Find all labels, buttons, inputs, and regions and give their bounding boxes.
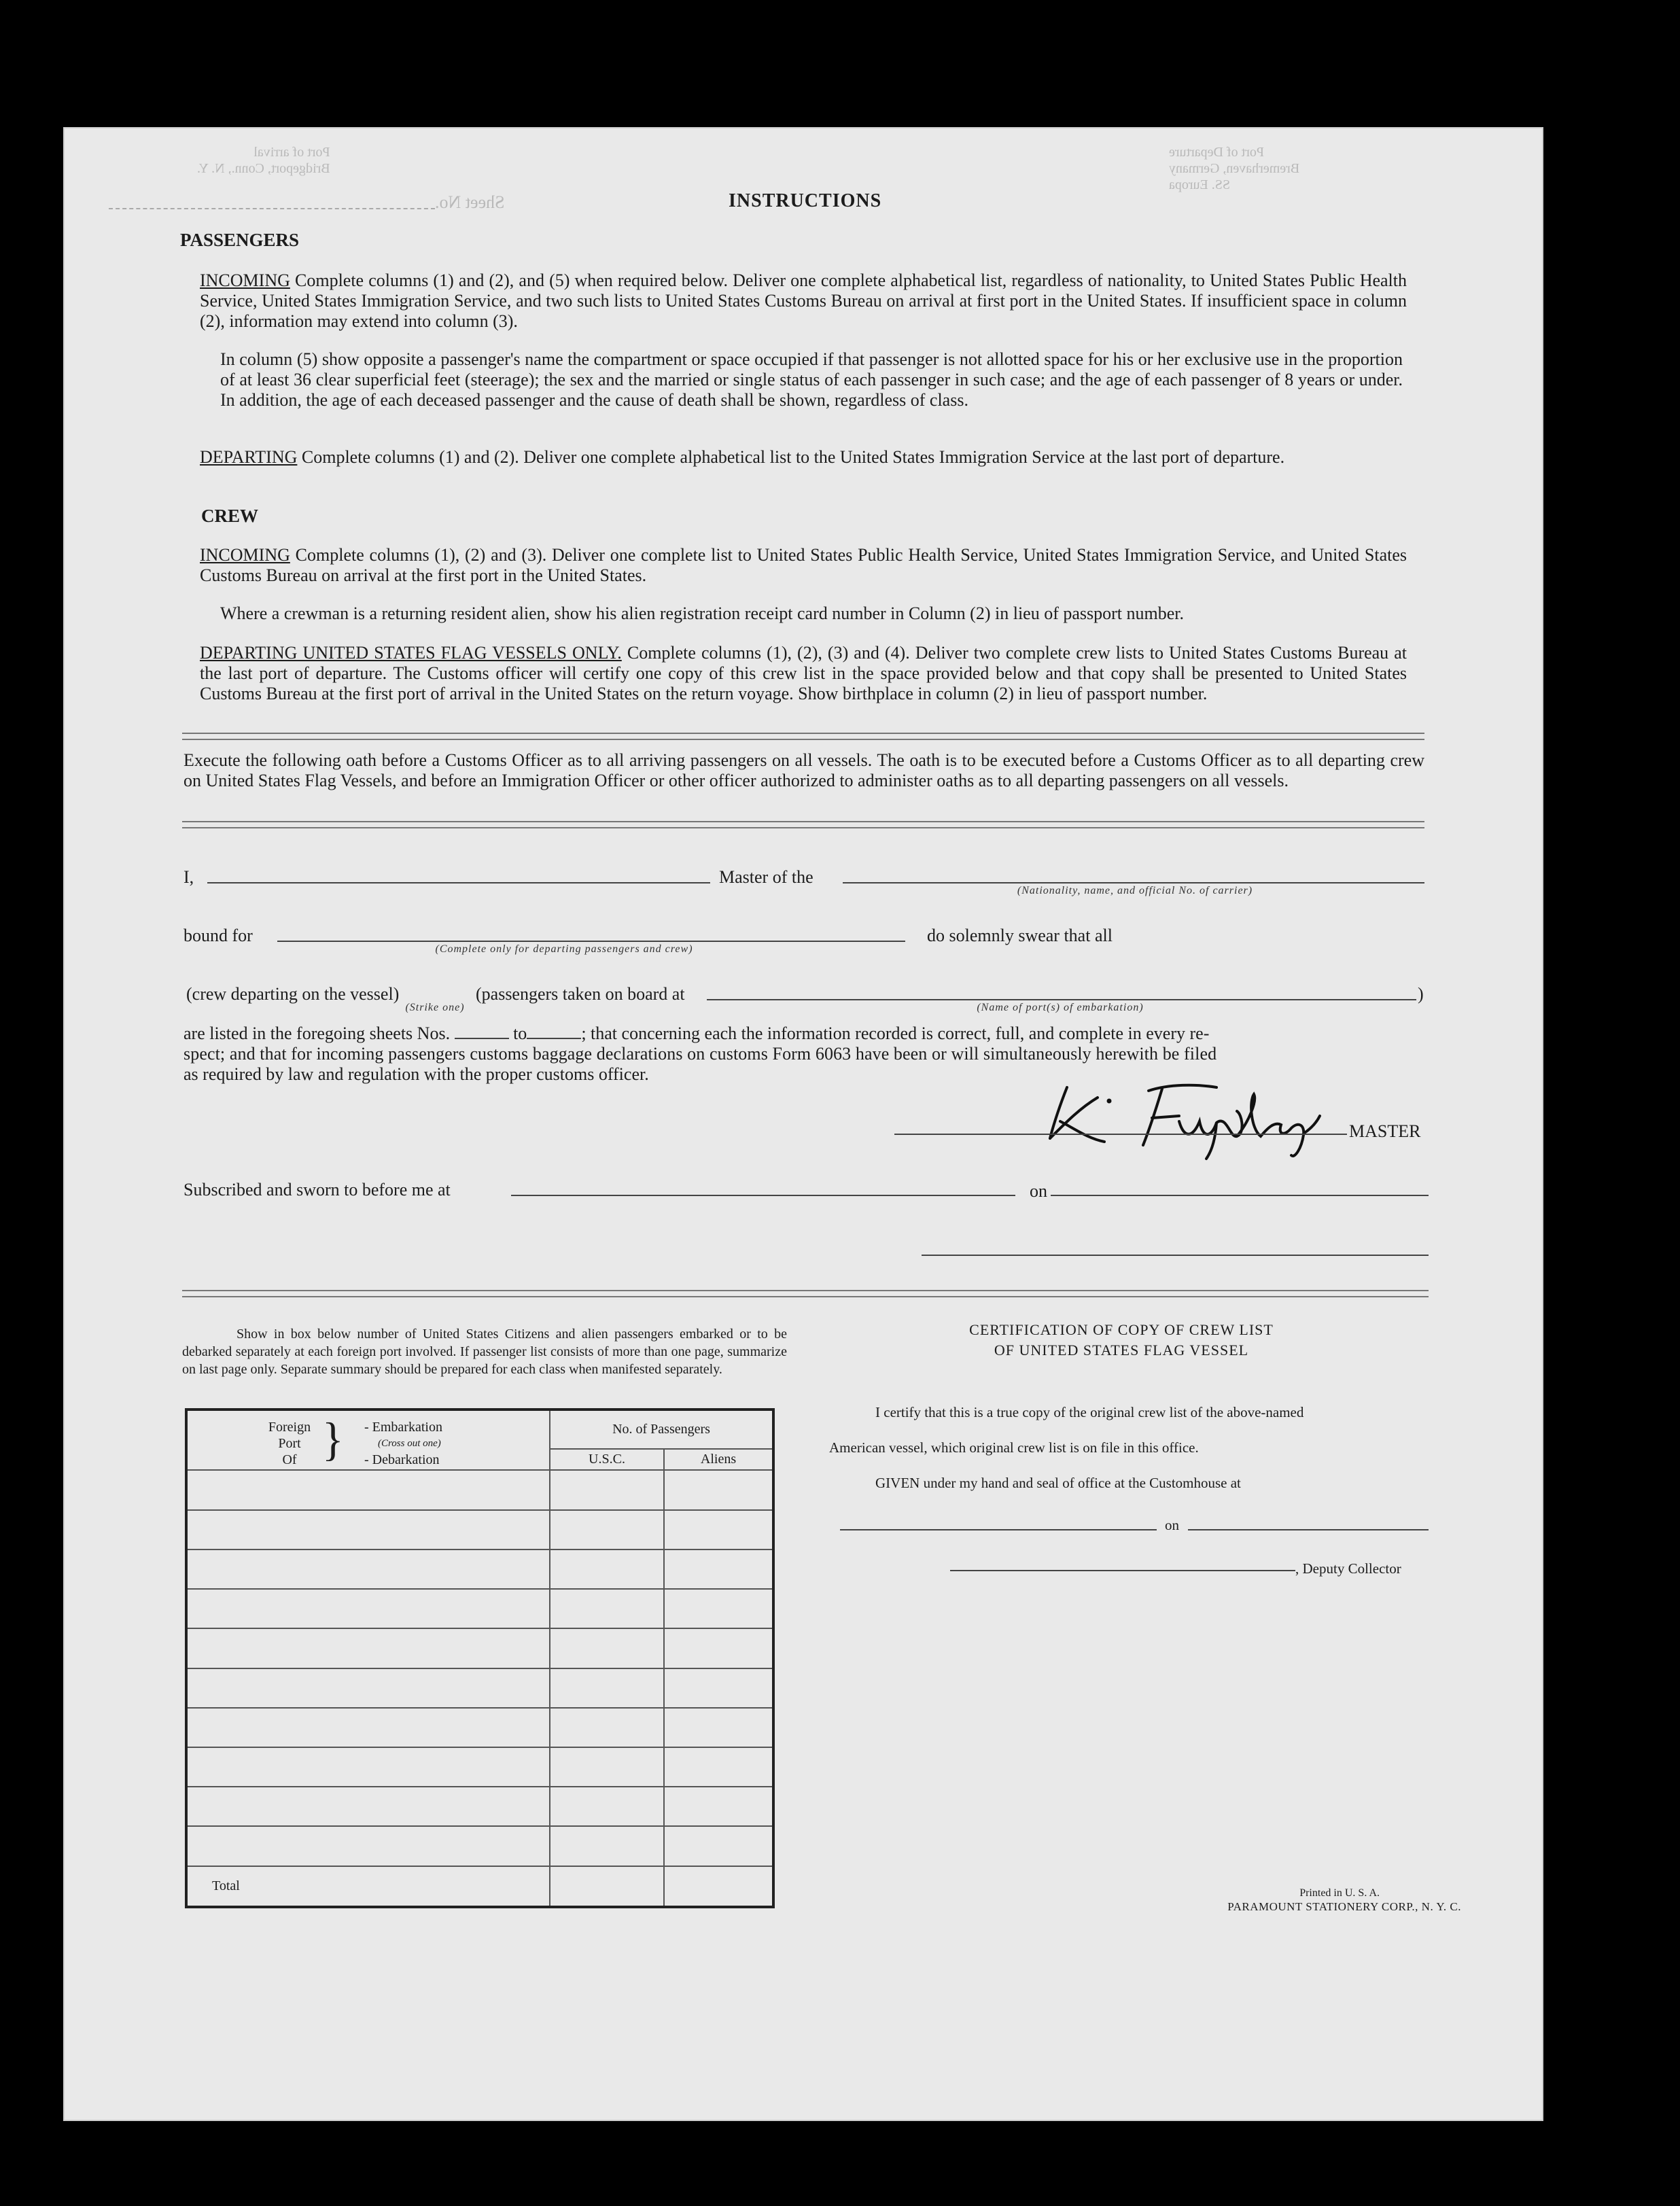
crew-incoming-paragraph — [200, 545, 1407, 586]
bound-for-label: bound for — [183, 926, 253, 945]
table-row — [186, 1470, 773, 1509]
officer-signature-field[interactable] — [922, 1255, 1429, 1256]
port-cell[interactable] — [186, 1708, 550, 1747]
bleed-line: Port of arrival — [253, 145, 330, 160]
usc-cell[interactable] — [550, 1826, 664, 1866]
section-divider — [182, 733, 1424, 740]
bleed-through-left — [197, 144, 330, 177]
port-cell[interactable] — [186, 1470, 550, 1509]
total-label: Total — [186, 1866, 550, 1907]
listed-line — [183, 1023, 1424, 1044]
section-divider — [182, 821, 1424, 828]
crew-departing-option[interactable]: (crew departing on the vessel) — [186, 984, 400, 1004]
usc-cell[interactable] — [550, 1628, 664, 1668]
aliens-cell[interactable] — [664, 1708, 773, 1747]
departing-label: DEPARTING — [200, 447, 298, 467]
passenger-summary-table — [185, 1408, 775, 1908]
incoming-text: Complete columns (1) and (2), and (5) when required below. Deliver one complete alphabetical list, regardless of nationality, to United States Public Health Service, United States Immigration Service, and two such lists to United States Customs Bureau on arrival at first port in the United States. If insufficient space in column (2), information may extend into column (3). — [200, 270, 1407, 331]
table-row — [186, 1628, 773, 1668]
sworn-on-label: on — [1030, 1181, 1047, 1201]
table-row — [186, 1668, 773, 1708]
bleed-through-right — [1169, 144, 1299, 193]
master-name-field[interactable] — [207, 882, 710, 883]
passengers-heading: PASSENGERS — [180, 230, 300, 250]
bleed-sheet-no — [435, 194, 505, 211]
usc-cell[interactable] — [550, 1668, 664, 1708]
embarkation-label[interactable]: - Embarkation — [364, 1420, 442, 1435]
table-row — [186, 1747, 773, 1787]
bleed-rule — [109, 208, 435, 209]
total-row — [186, 1866, 773, 1907]
aliens-cell[interactable] — [664, 1826, 773, 1866]
master-of-the-label: Master of the — [719, 867, 813, 887]
port-cell[interactable] — [186, 1826, 550, 1866]
table-row — [186, 1550, 773, 1589]
aliens-cell[interactable] — [664, 1470, 773, 1509]
usc-cell[interactable] — [550, 1747, 664, 1787]
port-cell[interactable] — [186, 1550, 550, 1589]
foreign-port-header — [186, 1410, 550, 1470]
aliens-cell[interactable] — [664, 1787, 773, 1826]
port-cell[interactable] — [186, 1787, 550, 1826]
aliens-header: Aliens — [664, 1449, 773, 1470]
certification-heading-line1: CERTIFICATION OF COPY OF CREW LIST — [969, 1321, 1274, 1338]
cert-date-field[interactable] — [1188, 1529, 1429, 1530]
table-row — [186, 1589, 773, 1628]
aliens-cell[interactable] — [664, 1668, 773, 1708]
crew-incoming-text: Complete columns (1), (2) and (3). Deliver one complete list to United States Public Health Service, United States Immigration Service, and United States Customs Bureau on arrival at the first port in the United States. — [200, 545, 1407, 585]
foreign-label: Foreign — [268, 1420, 311, 1435]
aliens-cell[interactable] — [664, 1747, 773, 1787]
table-row — [186, 1826, 773, 1866]
swear-text: do solemnly swear that all — [927, 926, 1113, 945]
aliens-cell[interactable] — [664, 1510, 773, 1550]
embarkation-port-field[interactable] — [707, 999, 1416, 1000]
certification-heading-line2: OF UNITED STATES FLAG VESSEL — [994, 1342, 1249, 1359]
customhouse-field[interactable] — [840, 1529, 1157, 1530]
deputy-signature-field[interactable] — [950, 1570, 1295, 1571]
no-of-passengers-header: No. of Passengers — [550, 1410, 773, 1449]
master-label: MASTER — [1349, 1121, 1421, 1141]
carrier-hint: (Nationality, name, and official No. of carrier) — [1017, 885, 1253, 896]
of-label: Of — [282, 1452, 297, 1467]
table-row — [186, 1708, 773, 1747]
usc-cell[interactable] — [550, 1589, 664, 1628]
brace-icon: } — [322, 1414, 344, 1466]
printer-imprint — [1121, 1887, 1461, 1914]
oath-instructions: Execute the following oath before a Customs Officer as to all arriving passengers on all vessels. The oath is to be executed before a Customs Officer as to all departing crew on United States Flag Vessels, and before an Immigration Officer or other officer authorized to administer oaths as to all departing passengers on all vessels. — [183, 750, 1424, 790]
usc-header: U.S.C. — [550, 1449, 664, 1470]
section-divider — [182, 1290, 1429, 1297]
bleed-line: SS. Europa — [1169, 177, 1230, 192]
master-signature-line[interactable] — [894, 1134, 1347, 1135]
total-aliens-cell[interactable] — [664, 1866, 773, 1907]
resident-alien-paragraph: Where a crewman is a returning resident alien, show his alien registration receipt card number in Column (2) in lieu of passport number. — [220, 603, 1185, 623]
usc-cell[interactable] — [550, 1708, 664, 1747]
total-usc-cell[interactable] — [550, 1866, 664, 1907]
strike-hint: (Strike one) — [405, 1002, 465, 1013]
carrier-field[interactable] — [843, 882, 1424, 883]
subscribed-label: Subscribed and sworn to before me at — [183, 1180, 451, 1200]
port-cell[interactable] — [186, 1510, 550, 1550]
port-cell[interactable] — [186, 1747, 550, 1787]
aliens-cell[interactable] — [664, 1589, 773, 1628]
certify-line2: American vessel, which original crew list is on file in this office. — [829, 1439, 1199, 1456]
summary-rows — [186, 1470, 773, 1866]
oath-line-2: spect; and that for incoming passengers customs baggage declarations on customs Form 6063 have been or will simultaneously herewith be filed — [183, 1044, 1217, 1064]
page-title: INSTRUCTIONS — [729, 190, 882, 211]
usc-cell[interactable] — [550, 1470, 664, 1509]
aliens-cell[interactable] — [664, 1550, 773, 1589]
sheet-from-field[interactable] — [455, 1038, 509, 1039]
port-label: Port — [278, 1436, 301, 1451]
cert-on-label: on — [1165, 1517, 1179, 1533]
summary-instructions: Show in box below number of United States Citizens and alien passengers embarked or to be debarked separately at each foreign port involved. If passenger list consists of more than one page, summarize on last page only. Separate summary should be prepared for each class when manifested separately. — [182, 1327, 787, 1377]
usc-cell[interactable] — [550, 1510, 664, 1550]
bleed-line: Bridgeport, Conn., N. Y. — [197, 161, 330, 176]
port-hint: (Name of port(s) of embarkation) — [977, 1002, 1144, 1013]
sheet-to-field[interactable] — [527, 1038, 581, 1039]
table-header-row — [186, 1410, 773, 1449]
debarkation-label[interactable]: - Debarkation — [364, 1452, 440, 1467]
crew-heading: CREW — [201, 506, 259, 526]
destination-field[interactable] — [277, 941, 905, 942]
passengers-incoming-paragraph — [200, 270, 1407, 332]
crew-departing-paragraph — [200, 643, 1407, 704]
crew-incoming-label: INCOMING — [200, 545, 290, 565]
port-cell[interactable] — [186, 1628, 550, 1668]
master-signature — [1033, 1074, 1352, 1162]
column5-paragraph: In column (5) show opposite a passenger's name the compartment or space occupied if that passenger is not allotted space for his or her exclusive use in the proportion of at least 36 clear superficial feet (steerage); the sex and the married or single status of each passenger in such case; and the age of each passenger of 8 years or under. In addition, the age of each deceased passenger and the cause of death shall be shown, regardless of class. — [220, 349, 1403, 410]
passengers-departing-paragraph — [200, 447, 1407, 468]
bleed-line: Sheet No. — [435, 192, 505, 212]
printer-name: PARAMOUNT STATIONERY CORP., N. Y. C. — [1227, 1900, 1461, 1913]
bleed-line: Bremerhaven, Germany — [1169, 161, 1300, 176]
crew-departing-label: DEPARTING UNITED STATES FLAG VESSELS ONLY. — [200, 643, 622, 663]
to-word: to — [513, 1023, 527, 1043]
cross-out-hint: (Cross out one) — [378, 1438, 441, 1449]
oath-line-3: as required by law and regulation with the proper customs officer. — [183, 1064, 649, 1084]
table-row — [186, 1787, 773, 1826]
crew-departing-text: Complete columns (1), (2), (3) and (4). Deliver two complete crew lists to United States Customs Bureau at the last port of departure. The Customs officer will certify one copy of this crew list in the space provided below and that copy shall be presented to United States Customs Bureau at the first port of arrival in the United States on the return voyage. Show birthplace in column (2) in lieu of passport number. — [200, 643, 1407, 703]
oath-i-label: I, — [183, 867, 194, 887]
listed-rest: ; that concerning each the information recorded is correct, full, and complete in every re- — [581, 1023, 1210, 1043]
aliens-cell[interactable] — [664, 1628, 773, 1668]
certify-line1: I certify that this is a true copy of the original crew list of the above-named — [875, 1404, 1304, 1420]
sworn-place-field[interactable] — [511, 1195, 1015, 1196]
deputy-collector-label: , Deputy Collector — [1295, 1560, 1401, 1577]
incoming-label: INCOMING — [200, 270, 290, 290]
usc-cell[interactable] — [550, 1787, 664, 1826]
certification-heading — [883, 1320, 1359, 1361]
given-line: GIVEN under my hand and seal of office at the Customhouse at — [875, 1475, 1241, 1491]
bound-hint: (Complete only for departing passengers and crew) — [435, 943, 693, 955]
passengers-taken-option[interactable]: (passengers taken on board at — [476, 984, 685, 1004]
usc-cell[interactable] — [550, 1550, 664, 1589]
close-paren: ) — [1418, 984, 1424, 1004]
departing-text: Complete columns (1) and (2). Deliver one complete alphabetical list to the United States Immigration Service at the last port of departure. — [297, 447, 1285, 467]
listed-prefix: are listed in the foregoing sheets Nos. — [183, 1023, 451, 1043]
sworn-date-field[interactable] — [1051, 1195, 1429, 1196]
printed-in-usa: Printed in U. S. A. — [1299, 1887, 1380, 1899]
bleed-line: Port of Departure — [1169, 145, 1264, 160]
port-cell[interactable] — [186, 1589, 550, 1628]
table-row — [186, 1510, 773, 1550]
port-cell[interactable] — [186, 1668, 550, 1708]
